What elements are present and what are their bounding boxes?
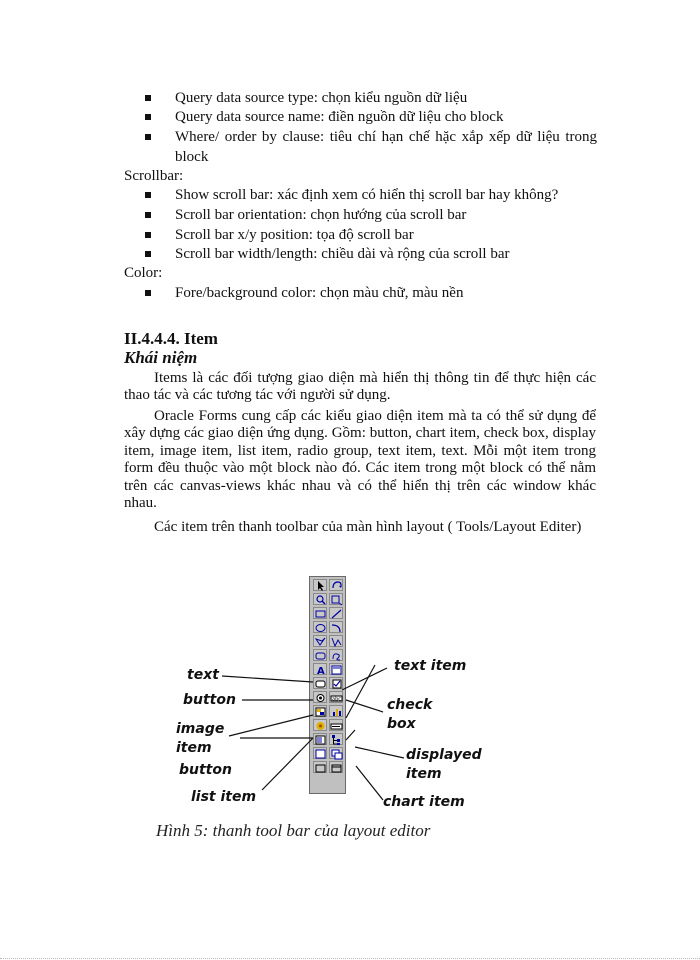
section-title: II.4.4.4. Item bbox=[124, 329, 218, 348]
page-bottom-divider bbox=[0, 958, 700, 959]
label-chart-item: chart item bbox=[383, 794, 465, 810]
label-button: button bbox=[183, 692, 236, 708]
paragraph: Oracle Forms cung cấp các kiểu giao diện item mà ta có thể sử dụng để xây dựng các giao diện ứng dụng. Gồm: button, chart item, check box, display item, image item, list item, radio group, text item, text. Mỗi một item trong form đều thuộc vào một block nào đó. Các item trong một block có thể nằm trên các canvas-views khác nhau và có thể hiển thị trên các window khác nhau. bbox=[124, 408, 596, 512]
label-text-item: text item bbox=[394, 658, 467, 674]
paragraph: Các item trên thanh toolbar của màn hình layout ( Tools/Layout Editer) bbox=[154, 519, 582, 535]
svg-text:A: A bbox=[317, 666, 325, 676]
label-list-item: list item bbox=[191, 789, 257, 805]
subsection-title: Khái niệm bbox=[124, 348, 198, 367]
svg-text:abc: abc bbox=[332, 696, 341, 703]
label-button-2: button bbox=[179, 762, 232, 778]
label-image-item: image item bbox=[176, 721, 225, 756]
figure-caption: Hình 5: thanh tool bar của layout editor bbox=[156, 821, 431, 840]
color-heading: Color: bbox=[124, 265, 163, 281]
label-displayed-item: displayed item bbox=[406, 747, 482, 782]
paragraph: Items là các đối tượng giao diện mà hiển thị thông tin để thực hiện các thao tác và các tương tác với người sử dụng. bbox=[124, 370, 596, 404]
document-page: Query data source type: chọn kiểu nguồn dữ liệu Query data source name: điền nguồn dữ liệu cho block Where/ order by clause: tiêu chí hạn chế hặc xắp xếp dữ liệu trong block Scrollbar: Show scroll bar: xác định xem có hiển thị scroll bar hay không? Scroll bar orientation: chọn hướng của scroll bar Scroll bar x/y position: tọa độ scroll bar Scroll bar width/length: chiều dài và rộng của scroll bar Color: Fore/background color: chọn màu chữ, màu nền II.4.4.4. Item Khái niệm Items là các đối tượng giao diện mà hiển thị thông tin để thực hiện các thao tác và các tương tác với người sử dụng. Oracle Forms cung cấp các kiểu giao diện item mà ta có thể sử dụng để xây dựng các giao diện ứng dụng. Gồm: button, chart item, check box, display item, image item, list item, radio group, text item, text. Mỗi một item trong form đều thuộc vào một block nào đó. Các item trong một block có thể nằm trên các canvas-views khác nhau và có thể hiển thị trên các window khác nhau. Các item trên thanh toolbar của màn hình layout ( Tools/Layout Editer) A abc text button image item button list item text item check box displayed item chart item Hình 5: thanh tool bar của layout editor bbox=[0, 0, 700, 960]
label-check-box: check box bbox=[387, 697, 433, 732]
label-text: text bbox=[187, 667, 219, 683]
scrollbar-heading: Scrollbar: bbox=[124, 168, 184, 184]
